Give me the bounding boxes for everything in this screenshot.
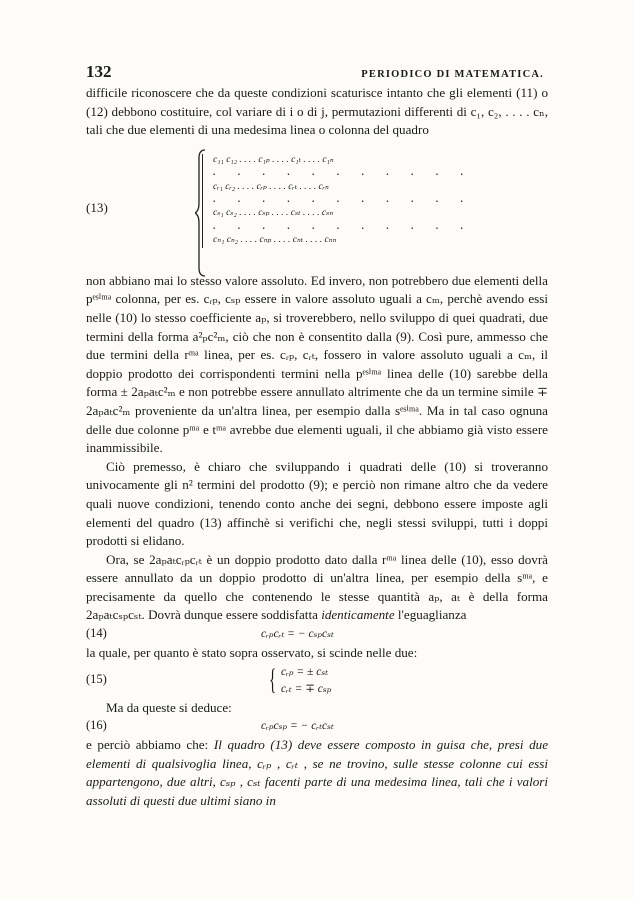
- equation-label-15: (15): [86, 671, 107, 686]
- paragraph-4-end: l'eguaglianza: [397, 607, 467, 623]
- paragraph-1: difficile riconoscere che da queste condizioni scaturisce intanto che gli elementi (11) o (12) debbono costituire, col variare di i o di j, permutazioni differenti di c₁, c₂, . . . . cₙ, tali che due elementi di una medesima linea o colonna del quadro: [86, 85, 548, 138]
- matrix-dots-1: . . . . . . . . . . .: [213, 168, 473, 179]
- equation-label-16: (16): [86, 718, 107, 733]
- equation-label-14: (14): [86, 626, 107, 641]
- page: [86, 62, 548, 811]
- paragraph-2: non abbiano mai lo stesso valore assoluto. Ed invero, non potrebbero due elementi della pᵉˢⁱᵐᵃ colonna, per es. cᵣₚ, cₛₚ essere in valore assoluto uguali a cₘ, perchè avendo essi nelle (10) lo stesso coefficiente aₚ, si troverebbero, nello sviluppo di quei quadrati, due termini della forma a²ₚc²ₘ, ciò che non è consentito dalla (9). Così pure, ammesso che due termini della rᵐᵃ linea, per es. cᵣₚ, cᵣₜ, fossero in valore assoluto uguali a cₘ, il doppio prodotto dei corrispondenti termini nella pᵉˢⁱᵐᵃ linea delle (10) sarebbe della forma ± 2aₚaₜc²ₘ e non potrebbe essere annullato altrimente che da un termine simile ∓ 2aₚaₜc²ₘ proveniente da un'altra linea, per esempio dalla sᵉˢⁱᵐᵃ. Ma in tal caso ognuna delle due colonne pᵐᵃ e tᵐᵃ avrebbe due elementi uguali, il che abbiamo già visto essere inammissibile.: [86, 272, 548, 456]
- matrix-row-n: cₙ₁ cₙ₂ . . . . cₙₚ . . . . cₙₜ . . . . cₙₙ: [213, 235, 337, 246]
- equation-14: [86, 625, 548, 644]
- equation-14-body: cᵣₚcᵣₜ = − cₛₚcₛₜ: [261, 628, 334, 641]
- equation-16-body: cᵣₚcₛₚ = − cᵣₜcₛₜ: [261, 720, 334, 733]
- matrix-row-s: cₛ₁ cₛ₂ . . . . cₛₚ . . . . cₛₜ . . . . cₛₙ: [213, 208, 334, 219]
- equation-13-matrix: [86, 142, 548, 272]
- paragraph-4-text: Ora, se 2aₚaₜcᵣₚcᵣₜ è un doppio prodotto dato dalla rᵐᵃ linea delle (10), esso dovrà essere annullato da un doppio prodotto di un'altra linea, per esempio della sᵐᵃ, e precisamente da quello che contenendo le stesse quantità aₚ, aₜ è della forma 2aₚaₜcₛₚcₛₜ. Dovrà dunque essere soddisfatta: [86, 551, 548, 623]
- brace-15: {: [269, 662, 277, 696]
- matrix-dots-2: . . . . . . . . . . .: [213, 194, 473, 205]
- journal-title: PERIODICO DI MATEMATICA.: [361, 69, 544, 80]
- matrix-row-1: c₁₁ c₁₂ . . . . c₁ₚ . . . . c₁ₜ . . . . c₁ₙ: [213, 154, 334, 165]
- paragraph-4-italic: identicamente: [321, 607, 395, 623]
- equation-15-line-1: cᵣₚ = ± cₛₜ: [281, 665, 329, 678]
- paragraph-3: Ciò premesso, è chiaro che sviluppando i quadrati delle (10) si troveranno univocamente gli n² termini del prodotto (9); e perciò non rimane altro che da vedere quali nuove condizioni, tenendo conto anche dei segni, debbono essere imposte agli elementi del quadro (13) affinchè si verifichi che, negli stessi sviluppi, tutti i doppi prodotti si elidano.: [86, 458, 548, 549]
- equation-label-13: (13): [86, 199, 108, 215]
- paragraph-7-italic: Il quadro (13) deve essere composto in guisa che, presi due elementi di qualsivoglia linea, cᵣₚ , cᵣₜ , se ne trovino, sulle stesse colonne cui essi appartengono, due altri, cₛₚ , cₛₜ facenti parte di una medesima linea, tali che i valori assoluti di questi due ultimi siano in: [86, 737, 549, 809]
- matrix-dots-3: . . . . . . . . . . .: [213, 221, 473, 232]
- page-number: 132: [86, 62, 112, 81]
- matrix-row-r: cᵣ₁ cᵣ₂ . . . . cᵣₚ . . . . cᵣₜ . . . . cᵣₙ: [213, 181, 329, 192]
- paragraph-5: la quale, per quanto è stato sopra osservato, si scinde nelle due:: [86, 645, 418, 661]
- paragraph-7: [86, 736, 548, 810]
- equation-15: [86, 663, 548, 699]
- paragraph-7-start: e perciò abbiamo che:: [86, 737, 209, 753]
- equation-16: [86, 717, 548, 736]
- matrix-quadro: [202, 154, 473, 248]
- paragraph-6: Ma da queste si deduce:: [106, 699, 232, 715]
- equation-15-line-2: cᵣₜ = ∓ cₛₚ: [281, 682, 332, 695]
- page-header: [86, 62, 548, 84]
- matrix-left-bracket: [195, 148, 209, 278]
- paragraph-4: [86, 551, 548, 625]
